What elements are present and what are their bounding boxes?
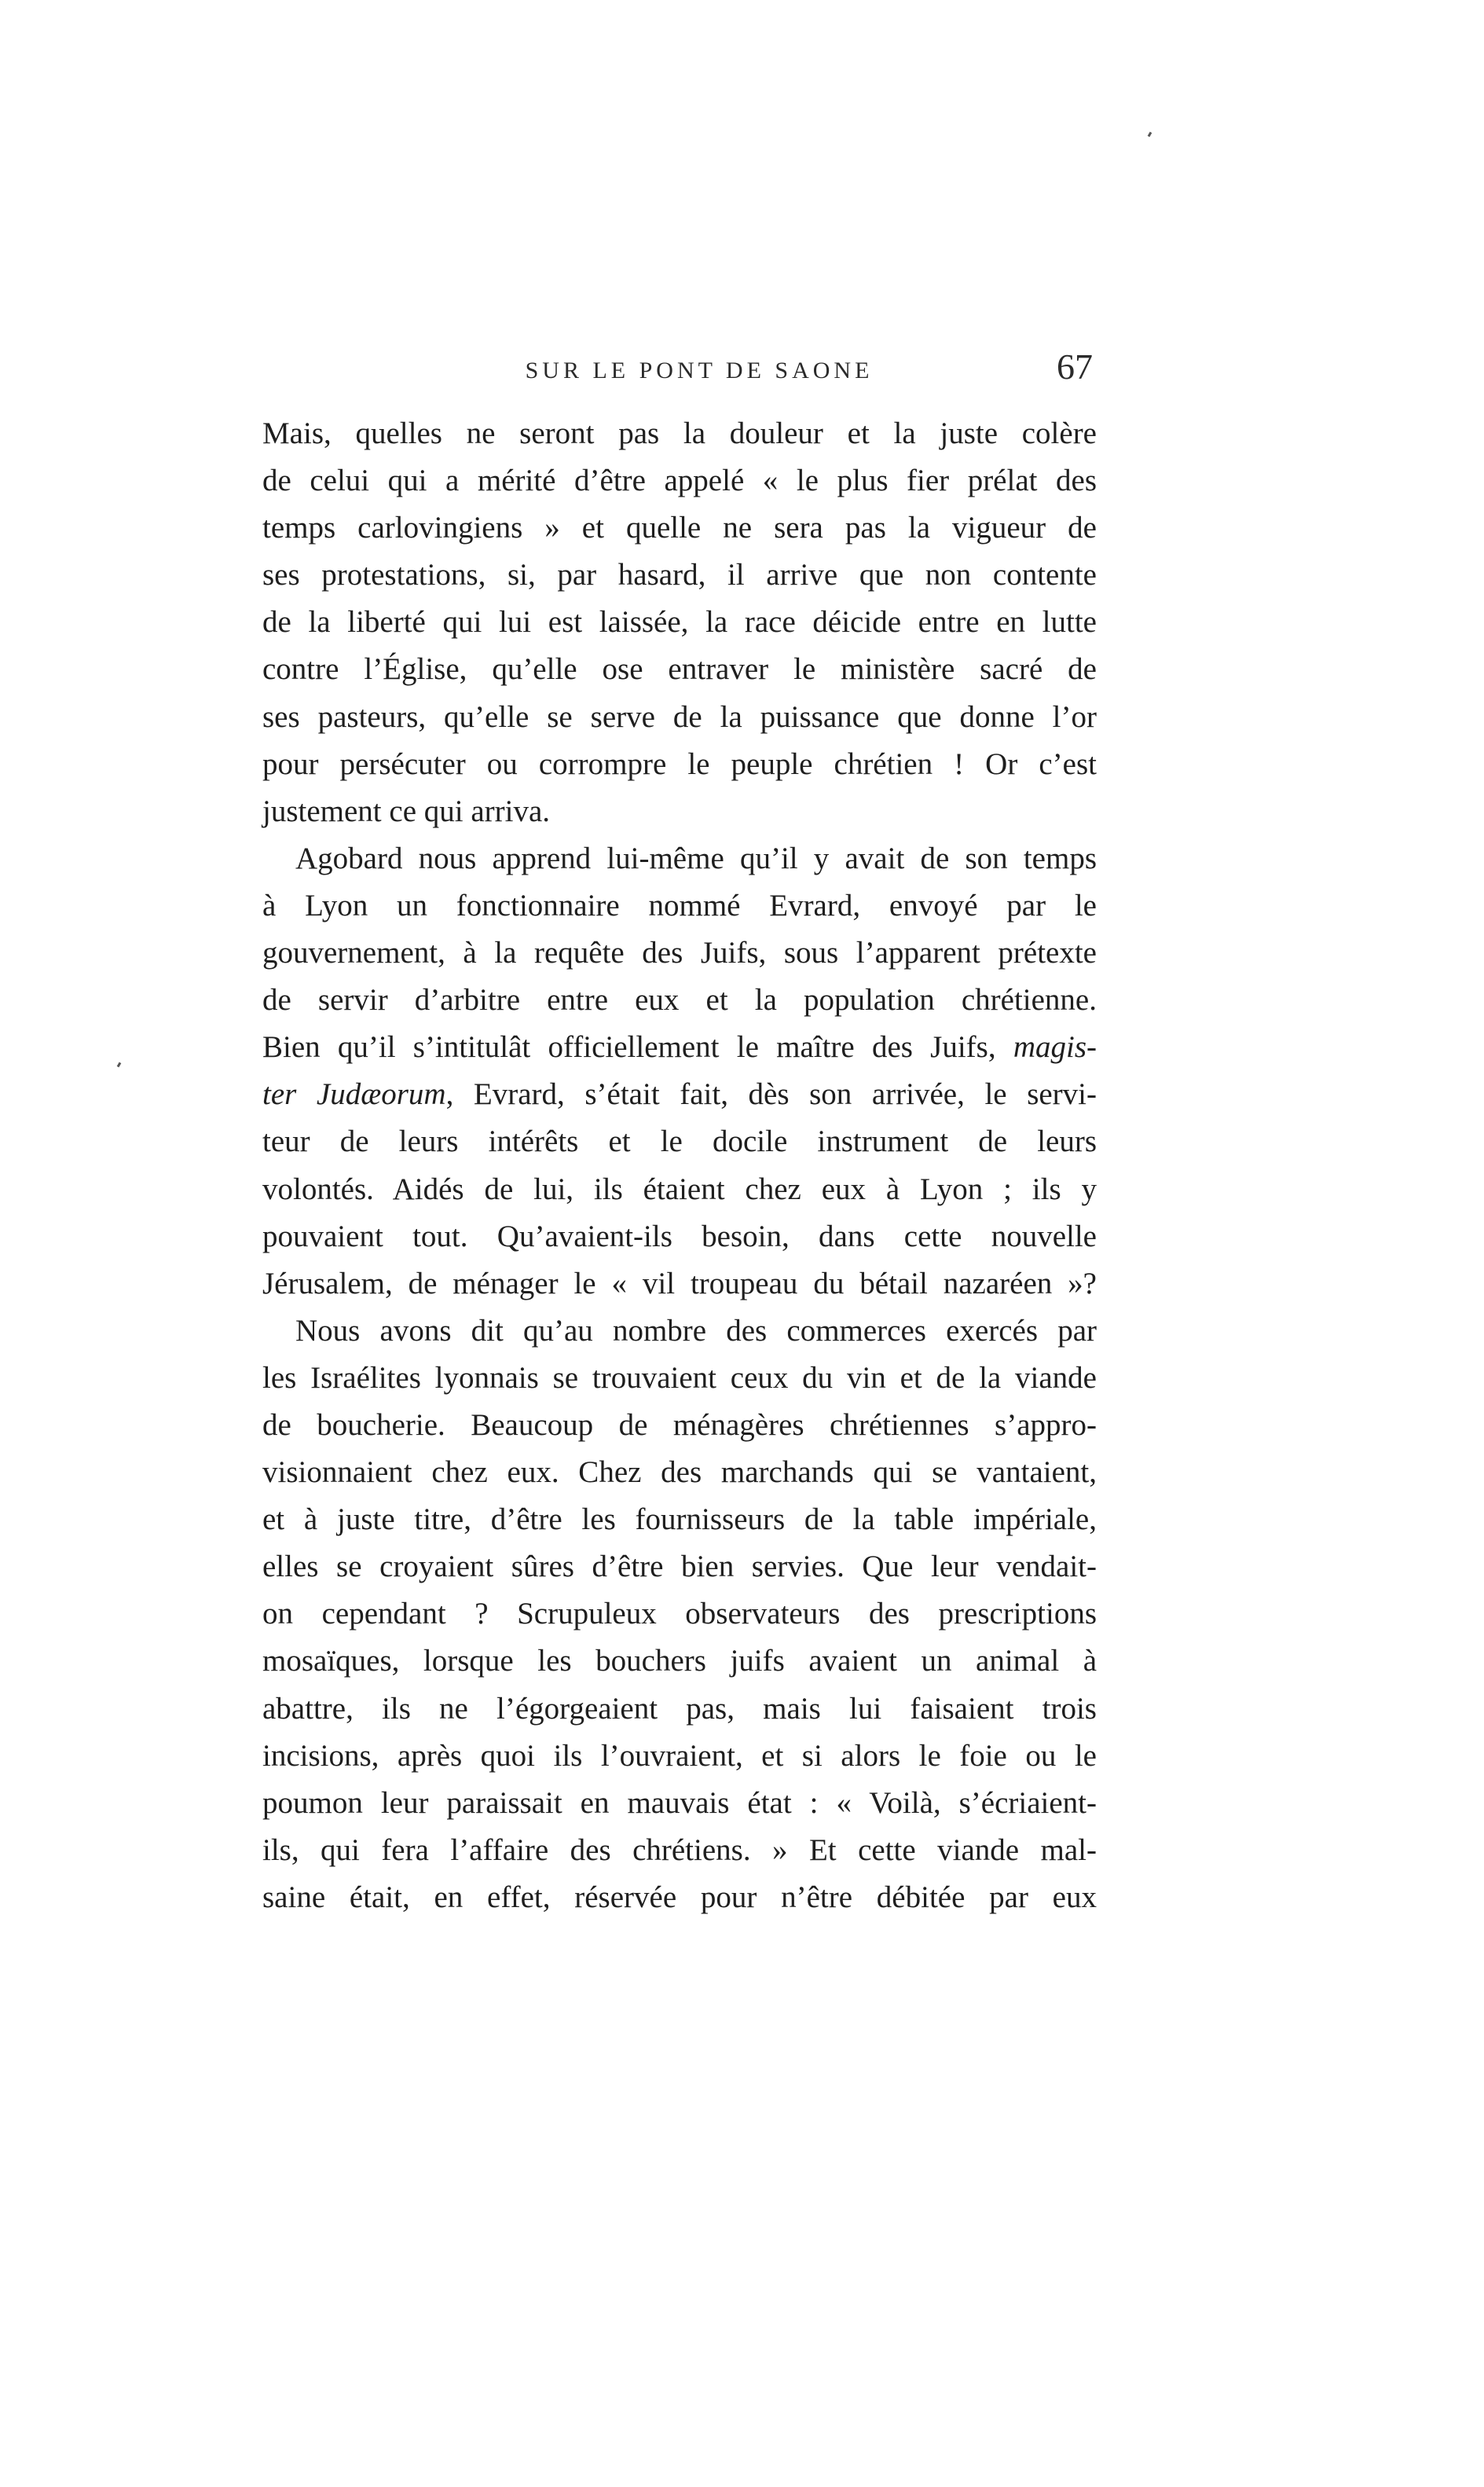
text-line: de servir d’arbitre entre eux et la population chrétienne. (262, 983, 1097, 1018)
ink-speck (117, 1062, 122, 1068)
text-line: temps carlovingiens » et quelle ne sera pas la vigueur de (262, 511, 1097, 545)
text-line: abattre, ils ne l’égorgeaient pas, mais lui faisaient trois (262, 1691, 1097, 1726)
text-line: et à juste titre, d’être les fournisseurs de la table impériale, (262, 1502, 1097, 1537)
body-text (262, 410, 1097, 1921)
text-line: incisions, après quoi ils l’ouvraient, et si alors le foie ou le (262, 1738, 1097, 1773)
text-line: pour persécuter ou corrompre le peuple chrétien ! Or c’est (262, 746, 1097, 781)
text-line: visionnaient chez eux. Chez des marchands qui se vantaient, (262, 1455, 1097, 1490)
text-line: mosaïques, lorsque les bouchers juifs avaient un animal à (262, 1644, 1097, 1678)
text-line: volontés. Aidés de lui, ils étaient chez eux à Lyon ; ils y (262, 1172, 1097, 1206)
page-number: 67 (1057, 347, 1093, 387)
text-line: de boucherie. Beaucoup de ménagères chrétiennes s’appro- (262, 1407, 1097, 1442)
text-line: à Lyon un fonctionnaire nommé Evrard, envoyé par le (262, 888, 1097, 923)
text-line: Mais, quelles ne seront pas la douleur et la juste colère (262, 416, 1097, 450)
text-line: de la liberté qui lui est laissée, la race déicide entre en lutte (262, 605, 1097, 640)
italic-text: magis- (1013, 1030, 1097, 1065)
text-line: poumon leur paraissait en mauvais état : « Voilà, s’écriaient- (262, 1785, 1097, 1820)
text-line (262, 1071, 1097, 1118)
text-line: elles se croyaient sûres d’être bien servies. Que leur vendait- (262, 1550, 1097, 1584)
running-title: SUR LE PONT DE SAONE (525, 358, 874, 383)
text-line: de celui qui a mérité d’être appelé « le plus fier prélat des (262, 464, 1097, 498)
text-line: teur de leurs intérêts et le docile instrument de leurs (262, 1124, 1097, 1159)
text-segment: , Evrard, s’était fait, dès son arrivée, le servi- (445, 1077, 1097, 1112)
text-line: pouvaient tout. Qu’avaient-ils besoin, dans cette nouvelle (262, 1219, 1097, 1253)
text-line: justement ce qui arriva. (262, 794, 551, 828)
text-line: gouvernement, à la requête des Juifs, sous l’apparent prétexte (262, 936, 1097, 970)
ink-speck (1148, 132, 1152, 138)
text-segment: Bien qu’il s’intitulât officiellement le maître des Juifs, (262, 1030, 1013, 1065)
text-line: Jérusalem, de ménager le « vil troupeau du bétail nazaréen »? (262, 1266, 1097, 1300)
text-line: les Israélites lyonnais se trouvaient ceux du vin et de la viande (262, 1360, 1097, 1395)
text-line: ses pasteurs, qu’elle se serve de la puissance que donne l’or (262, 699, 1097, 734)
italic-text: ter Judæorum (262, 1077, 446, 1112)
text-line: contre l’Église, qu’elle ose entraver le ministère sacré de (262, 652, 1097, 687)
text-line: saine était, en effet, réservée pour n’être débitée par eux (262, 1880, 1097, 1914)
text-line (262, 1024, 1097, 1071)
text-line: on cependant ? Scrupuleux observateurs des prescriptions (262, 1597, 1097, 1631)
text-line: Nous avons dit qu’au nombre des commerces exercés par (295, 1313, 1097, 1348)
text-line: Agobard nous apprend lui-même qu’il y avait de son temps (295, 841, 1097, 875)
text-line: ils, qui fera l’affaire des chrétiens. » Et cette viande mal- (262, 1832, 1097, 1867)
text-line: ses protestations, si, par hasard, il arrive que non contente (262, 558, 1097, 592)
